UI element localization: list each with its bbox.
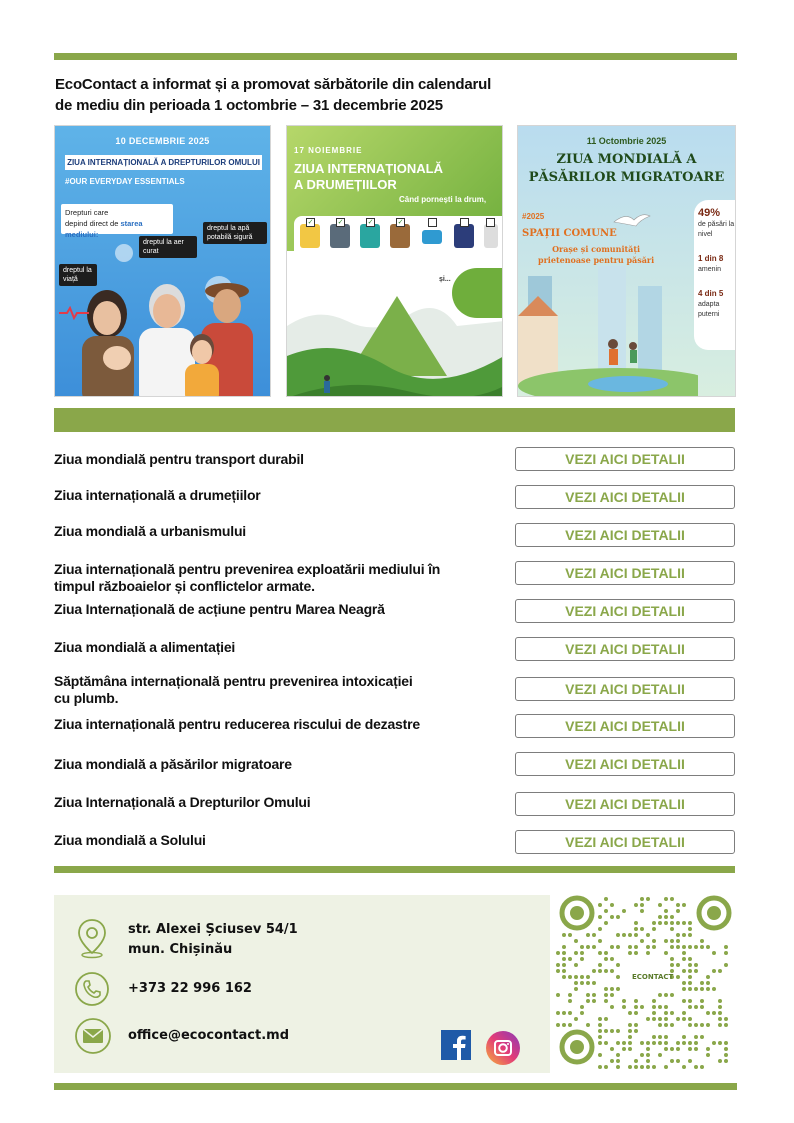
event-title: Ziua mondială a Solului — [54, 832, 206, 848]
event-title: Ziua internațională pentru prevenirea exploatării mediului în timpul războaielor și conflictelor armate. — [54, 561, 441, 594]
footer-divider — [54, 866, 735, 873]
stat-text: de păsări la nivel — [698, 221, 735, 238]
event-title: Ziua Internațională de acțiune pentru Marea Neagră — [54, 601, 385, 617]
event-title: Ziua internațională pentru reducerea riscului de dezastre — [54, 716, 420, 732]
event-title: Ziua mondială a urbanismului — [54, 523, 246, 539]
poster-hashtag: #OUR EVERYDAY ESSENTIALS — [65, 177, 185, 186]
poster-subtitle: Când pornești la drum, — [399, 195, 487, 204]
email-icon — [74, 1017, 112, 1055]
details-button[interactable]: VEZI AICI DETALII — [515, 677, 735, 701]
poster-date: 10 DECEMBRIE 2025 — [115, 136, 210, 146]
address-line-1: str. Alexei Șciusev 54/1 — [128, 922, 298, 937]
event-title: Săptămâna internațională pentru prevenirea intoxicației cu plumb. — [54, 673, 413, 706]
boots-icon — [390, 219, 410, 248]
qr-code-icon — [550, 895, 736, 1073]
poster-and-text: și... — [439, 276, 451, 283]
poster-hiking[interactable] — [286, 125, 503, 397]
email-address[interactable]: office@ecocontact.md — [128, 1028, 289, 1043]
poster-theme: SPAȚII COMUNE — [522, 228, 617, 239]
gear-tray — [294, 216, 503, 260]
poster-title — [294, 161, 443, 193]
stats-card — [694, 200, 736, 350]
details-button[interactable]: VEZI AICI DETALII — [515, 637, 735, 661]
phone-number[interactable]: +373 22 996 162 — [128, 981, 252, 996]
details-button[interactable]: VEZI AICI DETALII — [515, 714, 735, 738]
poster-hashtag: #2025 — [522, 212, 545, 221]
poster-title — [518, 151, 735, 187]
chip-safe-water: dreptul la apă potabilă sigură — [203, 222, 267, 244]
details-button[interactable]: VEZI AICI DETALII — [515, 752, 735, 776]
poster-rights-line-1: Drepturi care — [65, 208, 109, 217]
top-divider — [54, 53, 737, 60]
chip-right-to-life: dreptul la viață — [59, 264, 97, 286]
chip-clean-air: dreptul la aer curat — [139, 236, 197, 258]
stat-block — [698, 289, 736, 300]
details-button[interactable]: VEZI AICI DETALII — [515, 599, 735, 623]
backpack-icon — [330, 219, 350, 248]
map-icon — [454, 224, 474, 248]
intro-line-1: EcoContact a informat și a promovat sărbătorile din calendarul — [55, 76, 492, 93]
address-line-2: mun. Chișinău — [128, 942, 233, 957]
details-button[interactable]: VEZI AICI DETALII — [515, 830, 735, 854]
city-illustration — [518, 256, 698, 397]
heartbeat-icon — [59, 306, 89, 320]
poster-title: ZIUA INTERNAȚIONALĂ A DREPTURILOR OMULUI — [65, 155, 262, 170]
headlamp-icon — [422, 230, 442, 244]
qr-code[interactable] — [550, 895, 736, 1073]
poster-rights-box — [61, 204, 173, 239]
poster-title-line-2: PĂSĂRILOR MIGRATOARE — [528, 170, 725, 185]
phone-item-icon — [484, 224, 498, 248]
checkbox-icon: ✓ — [307, 219, 314, 226]
phone-icon — [74, 971, 110, 1007]
poster-human-rights[interactable] — [54, 125, 271, 397]
sunscreen-icon — [300, 219, 320, 248]
checkbox-icon — [460, 218, 469, 227]
bubble-decoration — [115, 244, 133, 262]
family-illustration — [77, 266, 267, 397]
poster-rights-text: depind direct de — [65, 219, 119, 228]
event-title: Ziua Internațională a Drepturilor Omului — [54, 794, 311, 810]
address — [128, 920, 298, 960]
event-title: Ziua internațională a drumețiilor — [54, 487, 261, 503]
poster-subtitle-line-2: prietenoase pentru păsări — [538, 255, 655, 265]
intro-line-2: de mediu din perioada 1 octombrie – 31 decembrie 2025 — [55, 97, 443, 114]
checkbox-icon: ✓ — [337, 219, 344, 226]
details-button[interactable]: VEZI AICI DETALII — [515, 523, 735, 547]
bottom-divider — [54, 1083, 737, 1090]
qr-logo: ECONTACT — [632, 973, 674, 981]
checkbox-icon — [486, 218, 495, 227]
bird-icon — [612, 208, 652, 230]
event-title: Ziua mondială pentru transport durabil — [54, 451, 304, 467]
poster-migratory-birds[interactable] — [517, 125, 736, 397]
stat-text: adapta puterni — [698, 301, 720, 318]
stat-value: 49% — [698, 207, 721, 219]
details-button[interactable]: VEZI AICI DETALII — [515, 561, 735, 585]
event-title: Ziua mondială a păsărilor migratoare — [54, 756, 292, 772]
checkbox-icon: ✓ — [367, 219, 374, 226]
poster-title-line-1: ZIUA INTERNAȚIONALĂ — [294, 161, 444, 176]
mountain-landscape — [287, 266, 503, 397]
stat-block — [698, 254, 736, 265]
poster-title-line-2: A DRUMEȚIILOR — [294, 177, 397, 192]
checkbox-icon — [428, 218, 437, 227]
poster-rights-highlight: starea mediului: — [65, 219, 143, 239]
stat-value: 4 din 5 — [698, 289, 724, 298]
facebook-icon[interactable] — [441, 1030, 471, 1060]
poster-date: 17 NOIEMBRIE — [294, 146, 363, 155]
instagram-icon[interactable] — [485, 1030, 521, 1066]
details-button[interactable]: VEZI AICI DETALII — [515, 792, 735, 816]
jacket-icon — [360, 219, 380, 248]
intro-text — [55, 74, 615, 116]
poster-subtitle-line-1: Orașe și comunități — [552, 244, 641, 254]
poster-title-line-1: ZIUA MONDIALĂ A — [556, 152, 697, 167]
contact-footer — [54, 895, 736, 1073]
poster-date: 11 Octombrie 2025 — [586, 136, 667, 146]
event-title: Ziua mondială a alimentației — [54, 639, 236, 655]
stat-text: amenin — [698, 266, 721, 273]
stat-value: 1 din 8 — [698, 254, 724, 263]
location-icon — [74, 917, 110, 959]
details-button[interactable]: VEZI AICI DETALII — [515, 447, 735, 471]
checkbox-icon: ✓ — [397, 219, 404, 226]
section-divider — [54, 408, 735, 432]
details-button[interactable]: VEZI AICI DETALII — [515, 485, 735, 509]
